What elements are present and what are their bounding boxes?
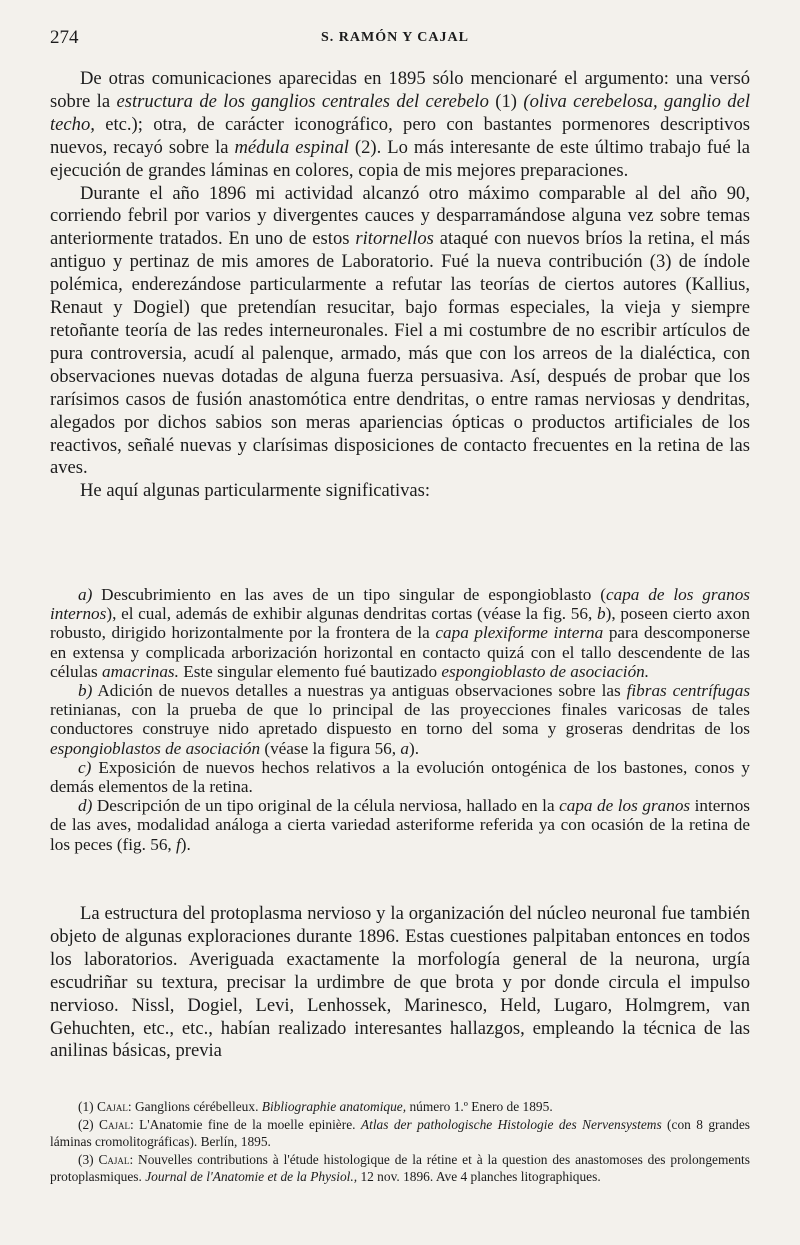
list-item-c: c) Exposición de nuevos hechos relativos a la evolución ontogénica de los bastones, conos y demás elementos de la retina.: [50, 757, 750, 797]
footnote-2: (2) Cajal: L'Anatomie fine de la moelle epinière. Atlas der pathologische Histologie des Nervensystems (con 8 grandes láminas cromolitográficas). Berlín, 1895.: [50, 1116, 750, 1150]
footnote-3: (3) Cajal: Nouvelles contributions à l'étude histologique de la rétine et à la question des anastomoses des prolongements protoplasmiques. Journal de l'Anatomie et de la Physiol., 12 nov. 1896. Ave 4 planches litographiques.: [50, 1151, 750, 1185]
page-header: [50, 27, 740, 51]
page-number: 274: [50, 27, 79, 48]
running-head: S. RAMÓN Y CAJAL: [321, 30, 469, 45]
findings-list: [50, 585, 750, 854]
footnotes: [50, 1098, 750, 1186]
main-text-continued: [50, 903, 750, 1063]
main-text: [50, 68, 750, 503]
footnote-1: (1) Cajal: Ganglions cérébelleux. Bibliographie anatomique, número 1.º Enero de 1895.: [78, 1099, 553, 1114]
list-item-a: a) Descubrimiento en las aves de un tipo singular de espongioblasto (capa de los granos internos), el cual, además de exhibir algunas dendritas cortas (véase la fig. 56, b), poseen cierto axon robusto, dirigido horizontalmente por la frontera de la capa plexiforme interna para descomponerse en extensa y complicada arborización horizontal en contacto quizá con el tallo descendente de las células amacrinas. Este singular elemento fué bautizado espongioblasto de asociación.: [50, 585, 750, 681]
paragraph-2: Durante el año 1896 mi actividad alcanzó otro máximo comparable al del año 90, corriendo febril por varios y divergentes cauces y desparramándose alguna vez sobre temas anteriormente tratados. En uno de estos ritornellos ataqué con nuevos bríos la retina, el más antiguo y pertinaz de mis amores de Laboratorio. Fué la nueva contribución (3) de índole polémica, enderezándose particularmente a refutar las teorías de ciertos autores (Kallius, Renaut y Dogiel) que pretendían resucitar, bajo formas especiales, la vieja y siempre retoñante teoría de las redes interneuronales. Fiel a mi costumbre de no escribir artículos de pura controversia, acudí al palenque, armado, más que con los arreos de la dialéctica, con observaciones nuevas dotadas de alguna fuerza persuasiva. Así, después de probar que los rarísimos casos de fusión anastomótica entre dendritas, o entre ramas nerviosas y dendritas, alegados por dichos sabios son meras apariencias ópticas o productos artificiales de los reactivos, señalé nuevas y clarísimas disposiciones de contacto frecuentes en la retina de las aves.: [50, 182, 750, 479]
list-item-b: b) Adición de nuevos detalles a nuestras ya antiguas observaciones sobre las fibras centrífugas retinianas, con la prueba de que lo principal de las proyecciones finales varicosas de tales conductores construye nido apretado dispuesto en torno del soma y groseras dendritas de los espongioblastos de asociación (véase la figura 56, a).: [50, 681, 751, 758]
list-item-d: d) Descripción de un tipo original de la célula nerviosa, hallado en la capa de los granos internos de las aves, modalidad análoga a cierta variedad asteriforme referida ya con ocasión de la retina de los peces (fig. 56, f).: [50, 796, 750, 854]
paragraph-4: La estructura del protoplasma nervioso y la organización del núcleo neuronal fue también objeto de algunas exploraciones durante 1896. Estas cuestiones palpitaban entonces en todos los laboratorios. Averiguada exactamente la morfología general de la neurona, urgía escudriñar su textura, precisar la urdimbre de que brota y por donde circula el impulso nervioso. Nissl, Dogiel, Levi, Lenhossek, Marinesco, Held, Lugaro, Holmgrem, van Gehuchten, etc., etc., habían realizado interesantes hallazgos, empleando la técnica de las anilinas básicas, previa: [50, 903, 750, 1062]
paragraph-3: He aquí algunas particularmente significativas:: [80, 480, 431, 502]
paragraph-1: De otras comunicaciones aparecidas en 1895 sólo mencionaré el argumento: una versó sobre la estructura de los ganglios centrales del cerebelo (1) (oliva cerebelosa, ganglio del techo, etc.); otra, de carácter iconográfico, pero con bastantes pormenores descriptivos nuevos, recayó sobre la médula espinal (2). Lo más interesante de este último trabajo fué la ejecución de grandes láminas en colores, copia de mis mejores preparaciones.: [50, 68, 751, 181]
